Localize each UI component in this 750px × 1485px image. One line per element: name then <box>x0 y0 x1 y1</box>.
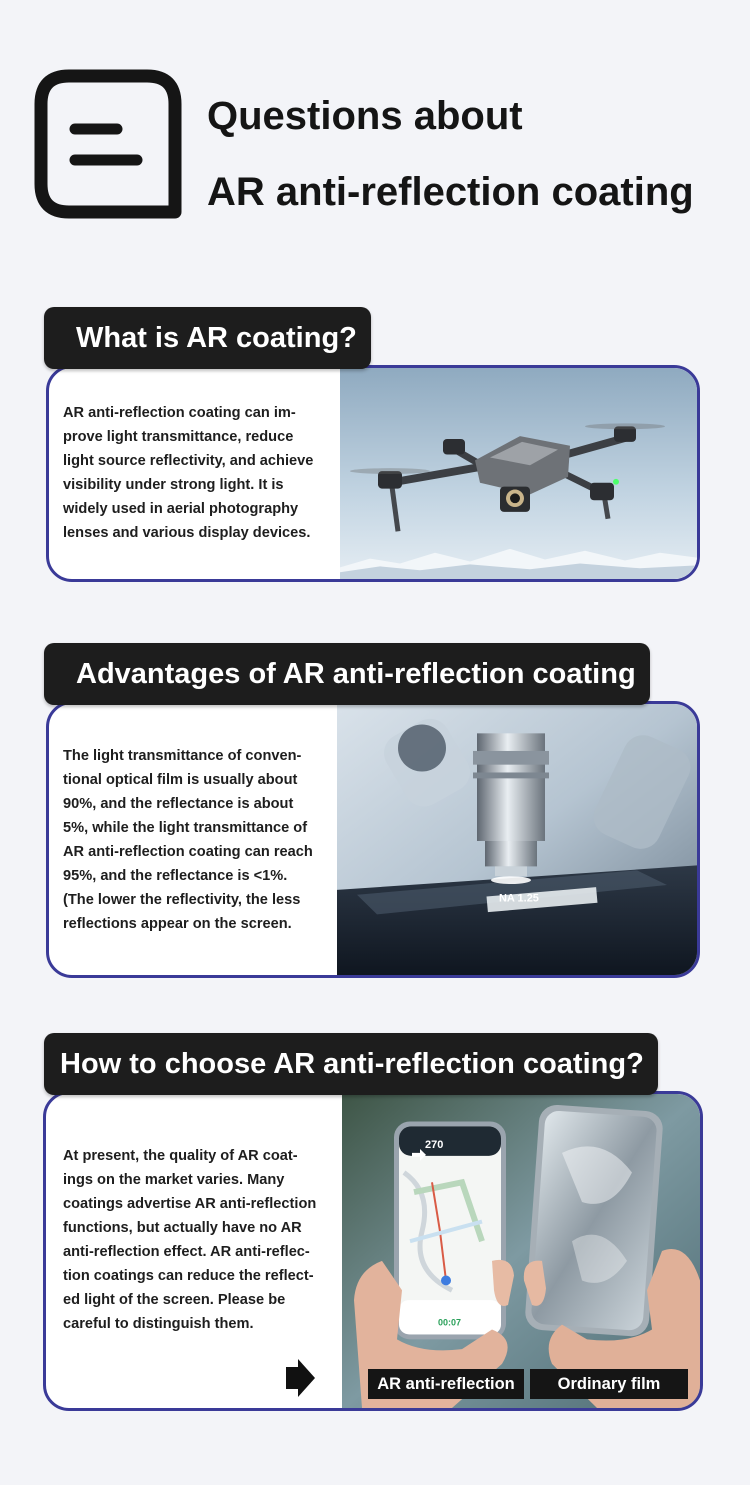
card-text: AR anti-reflection coating can im- prove light transmittance, reduce light source reflectivity, and achieve visibility under strong light. It is widely used in aerial photography lenses and various display devices. <box>63 405 314 541</box>
info-card <box>46 365 700 582</box>
section-what-is <box>0 307 750 587</box>
info-card <box>46 701 700 978</box>
phones-comparison-photo <box>342 1094 700 1408</box>
drone-photo <box>340 368 697 579</box>
title-line-2: AR anti-reflection coating <box>207 170 694 214</box>
section-tab-title: Advantages of AR anti-reflection coating <box>44 643 650 705</box>
phone-nav-eta: 00:07 <box>438 1317 461 1328</box>
arrow-right-icon <box>284 1359 316 1397</box>
label-ordinary-film: Ordinary film <box>530 1369 688 1399</box>
microscope-photo <box>337 704 697 975</box>
card-text: At present, the quality of AR coat- ings on the market varies. Many coatings advertise AR anti-reflection functions, but actually have no AR anti-reflection effect. AR anti-reflec- tion coatings can reduce the reflect- ed light of the screen. Please be careful to distinguish them. <box>63 1148 317 1332</box>
card-text: The light transmittance of conven- tional optical film is usually about 90%, and the reflectance is about 5%, while the light transmittance of AR anti-reflection coating can reach 95%, and the reflectance is <1%. (The lower the reflectivity, the less reflections appear on the screen. <box>63 748 313 932</box>
info-card <box>43 1091 703 1411</box>
page-title <box>207 78 694 230</box>
section-how-to-choose <box>0 1033 750 1413</box>
phone-nav-distance: 270 <box>425 1139 444 1151</box>
section-advantages <box>0 643 750 983</box>
title-line-1: Questions about <box>207 94 523 138</box>
section-tab-title: What is AR coating? <box>44 307 371 369</box>
menu-lines-icon <box>33 68 183 220</box>
microscope-slide-label: NA 1.25 <box>499 892 539 905</box>
label-ar-anti-reflection: AR anti-reflection <box>368 1369 524 1399</box>
section-tab-title: How to choose AR anti-reflection coating? <box>44 1033 658 1095</box>
